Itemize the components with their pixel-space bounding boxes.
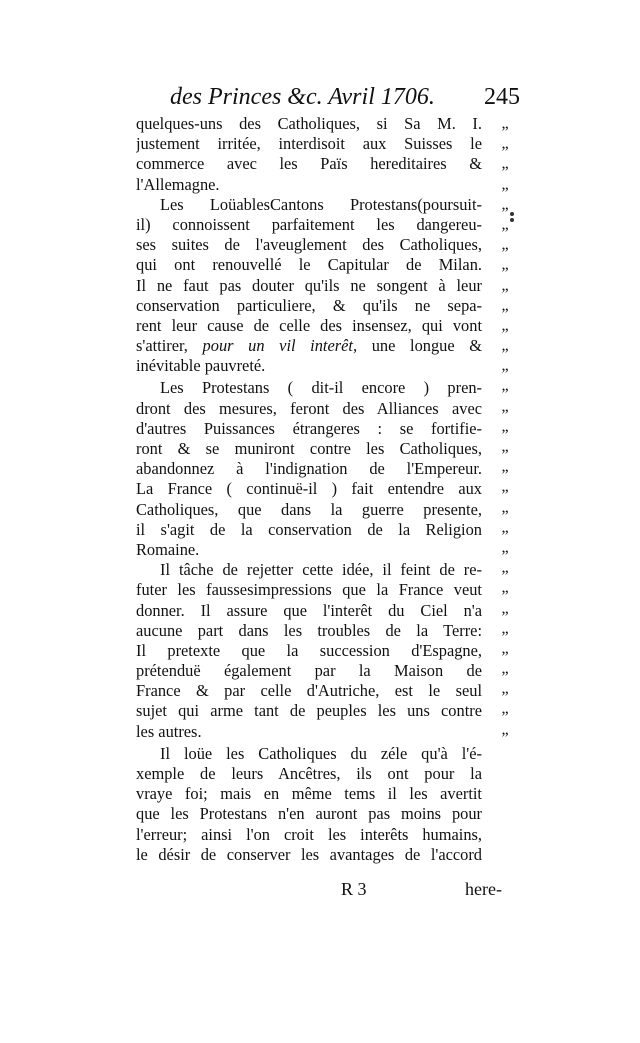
quotation-mark: „ (501, 599, 509, 617)
quotation-mark: „ (501, 680, 509, 698)
text-line: quelques-uns des Catholiques, si Sa M. I. (136, 114, 482, 133)
text-line: Les LoüablesCantons Protestans(poursuit- (160, 194, 482, 214)
quotation-mark: „ (501, 579, 509, 597)
quotation-mark: „ (501, 660, 509, 678)
text-line: il s'agit de la conservation de la Religion (136, 519, 482, 539)
text-line: commerce avec les Païs hereditaires & (136, 154, 482, 174)
text-line: qui ont renouvellé le Capitular de Milan. (136, 255, 482, 275)
text-line: inévitable pauvreté. (136, 356, 266, 376)
quotation-mark: „ (501, 377, 509, 395)
ink-spot (510, 218, 514, 222)
quotation-mark: „ (501, 438, 509, 455)
text-line: que les Protestans n'en auront pas moins pour (136, 804, 482, 824)
text-line: Les Protestans ( dit-il encore ) pren- (160, 378, 482, 398)
catchword: here- (465, 879, 502, 899)
text-line: conservation particuliere, & qu'ils ne sepa- (136, 295, 482, 315)
text-line: l'erreur; ainsi l'on croit les interêts humains, (136, 824, 482, 844)
text-line: futer les faussesimpressions que la France veut (136, 580, 482, 600)
page-footer (136, 877, 502, 901)
quotation-mark: „ (501, 276, 509, 294)
quotation-mark: „ (501, 215, 509, 233)
text-line: vraye foi; mais en même tems il les avertit (136, 784, 482, 804)
text-line: s'attirer, pour un vil interêt, une longue & (136, 336, 482, 356)
text-line: Il loüe les Catholiques du zéle qu'à l'é- (160, 743, 482, 763)
text-line: ront & se muniront contre les Catholiques, (136, 439, 482, 458)
quotation-mark: „ (501, 498, 509, 516)
text-line: La France ( continuë-il ) fait entendre aux (136, 479, 482, 499)
text-line: Il ne faut pas douter qu'ils ne songent à leur (136, 275, 482, 295)
quotation-mark: „ (501, 135, 509, 153)
quotation-mark: „ (501, 256, 509, 274)
quotation-mark: „ (501, 559, 509, 577)
text-line: donner. Il assure que l'interêt du Ciel n'a (136, 600, 482, 620)
quotation-mark: „ (501, 195, 509, 213)
quotation-mark: „ (501, 175, 509, 193)
text-line: d'autres Puissances étrangeres : se fortifie- (136, 418, 482, 438)
quotation-mark: „ (501, 155, 509, 173)
text-line: Il tâche de rejetter cette idée, il feint de re- (160, 560, 482, 580)
italic-phrase: pour un vil interêt (202, 336, 353, 356)
quotation-mark: „ (501, 478, 509, 496)
text-line: le désir de conserver les avantages de l'accord (136, 844, 482, 864)
quotation-mark: „ (501, 316, 509, 334)
text-line: justement irritée, interdisoit aux Suisses le (136, 134, 482, 154)
running-title: des Princes &c. Avril 1706. (170, 84, 435, 110)
text-line: abandonnez à l'indignation de l'Empereur. (136, 459, 482, 479)
text-line: prétenduë également par la Maison de (136, 661, 482, 681)
text-line: Romaine. (136, 539, 200, 559)
text-line: l'Allemagne. (136, 174, 220, 194)
page-number: 245 (484, 84, 520, 110)
quotation-mark: „ (501, 639, 509, 657)
text-line: dront des mesures, feront des Alliances avec (136, 398, 482, 418)
text-line: ses suites de l'aveuglement des Catholiques, (136, 235, 482, 255)
quotation-mark: „ (501, 337, 509, 355)
text-line: il) connoissent parfaitement les dangereu- (136, 214, 482, 234)
page-header (170, 80, 520, 114)
text-line: sujet qui arme tant de peuples les uns contre (136, 701, 482, 721)
quotation-mark: „ (501, 700, 509, 718)
quotation-mark: „ (501, 115, 509, 132)
margin-quotation-marks (491, 114, 519, 740)
quotation-mark: „ (501, 236, 509, 254)
text-line: Il pretexte que la succession d'Espagne, (136, 640, 482, 660)
text-line: xemple de leurs Ancêtres, ils ont pour la (136, 764, 482, 783)
quotation-mark: „ (501, 296, 509, 314)
text-line: rent leur cause de celle des insensez, qui vont (136, 315, 482, 335)
quotation-mark: „ (501, 397, 509, 415)
quotation-mark: „ (501, 357, 509, 375)
quotation-mark: „ (501, 458, 509, 476)
quotation-mark: „ (501, 417, 509, 435)
quotation-mark: „ (501, 619, 509, 637)
quotation-mark: „ (501, 518, 509, 536)
quotation-mark: „ (501, 720, 509, 738)
quotation-mark: „ (501, 538, 509, 556)
signature-mark: R 3 (341, 879, 367, 899)
text-line: les autres. (136, 721, 202, 741)
text-line: France & par celle d'Autriche, est le seul (136, 681, 482, 701)
ink-spot (510, 212, 514, 216)
body-text (136, 114, 482, 865)
text-line: Catholiques, que dans la guerre presente, (136, 499, 482, 519)
text-line: aucune part dans les troubles de la Terre: (136, 620, 482, 640)
